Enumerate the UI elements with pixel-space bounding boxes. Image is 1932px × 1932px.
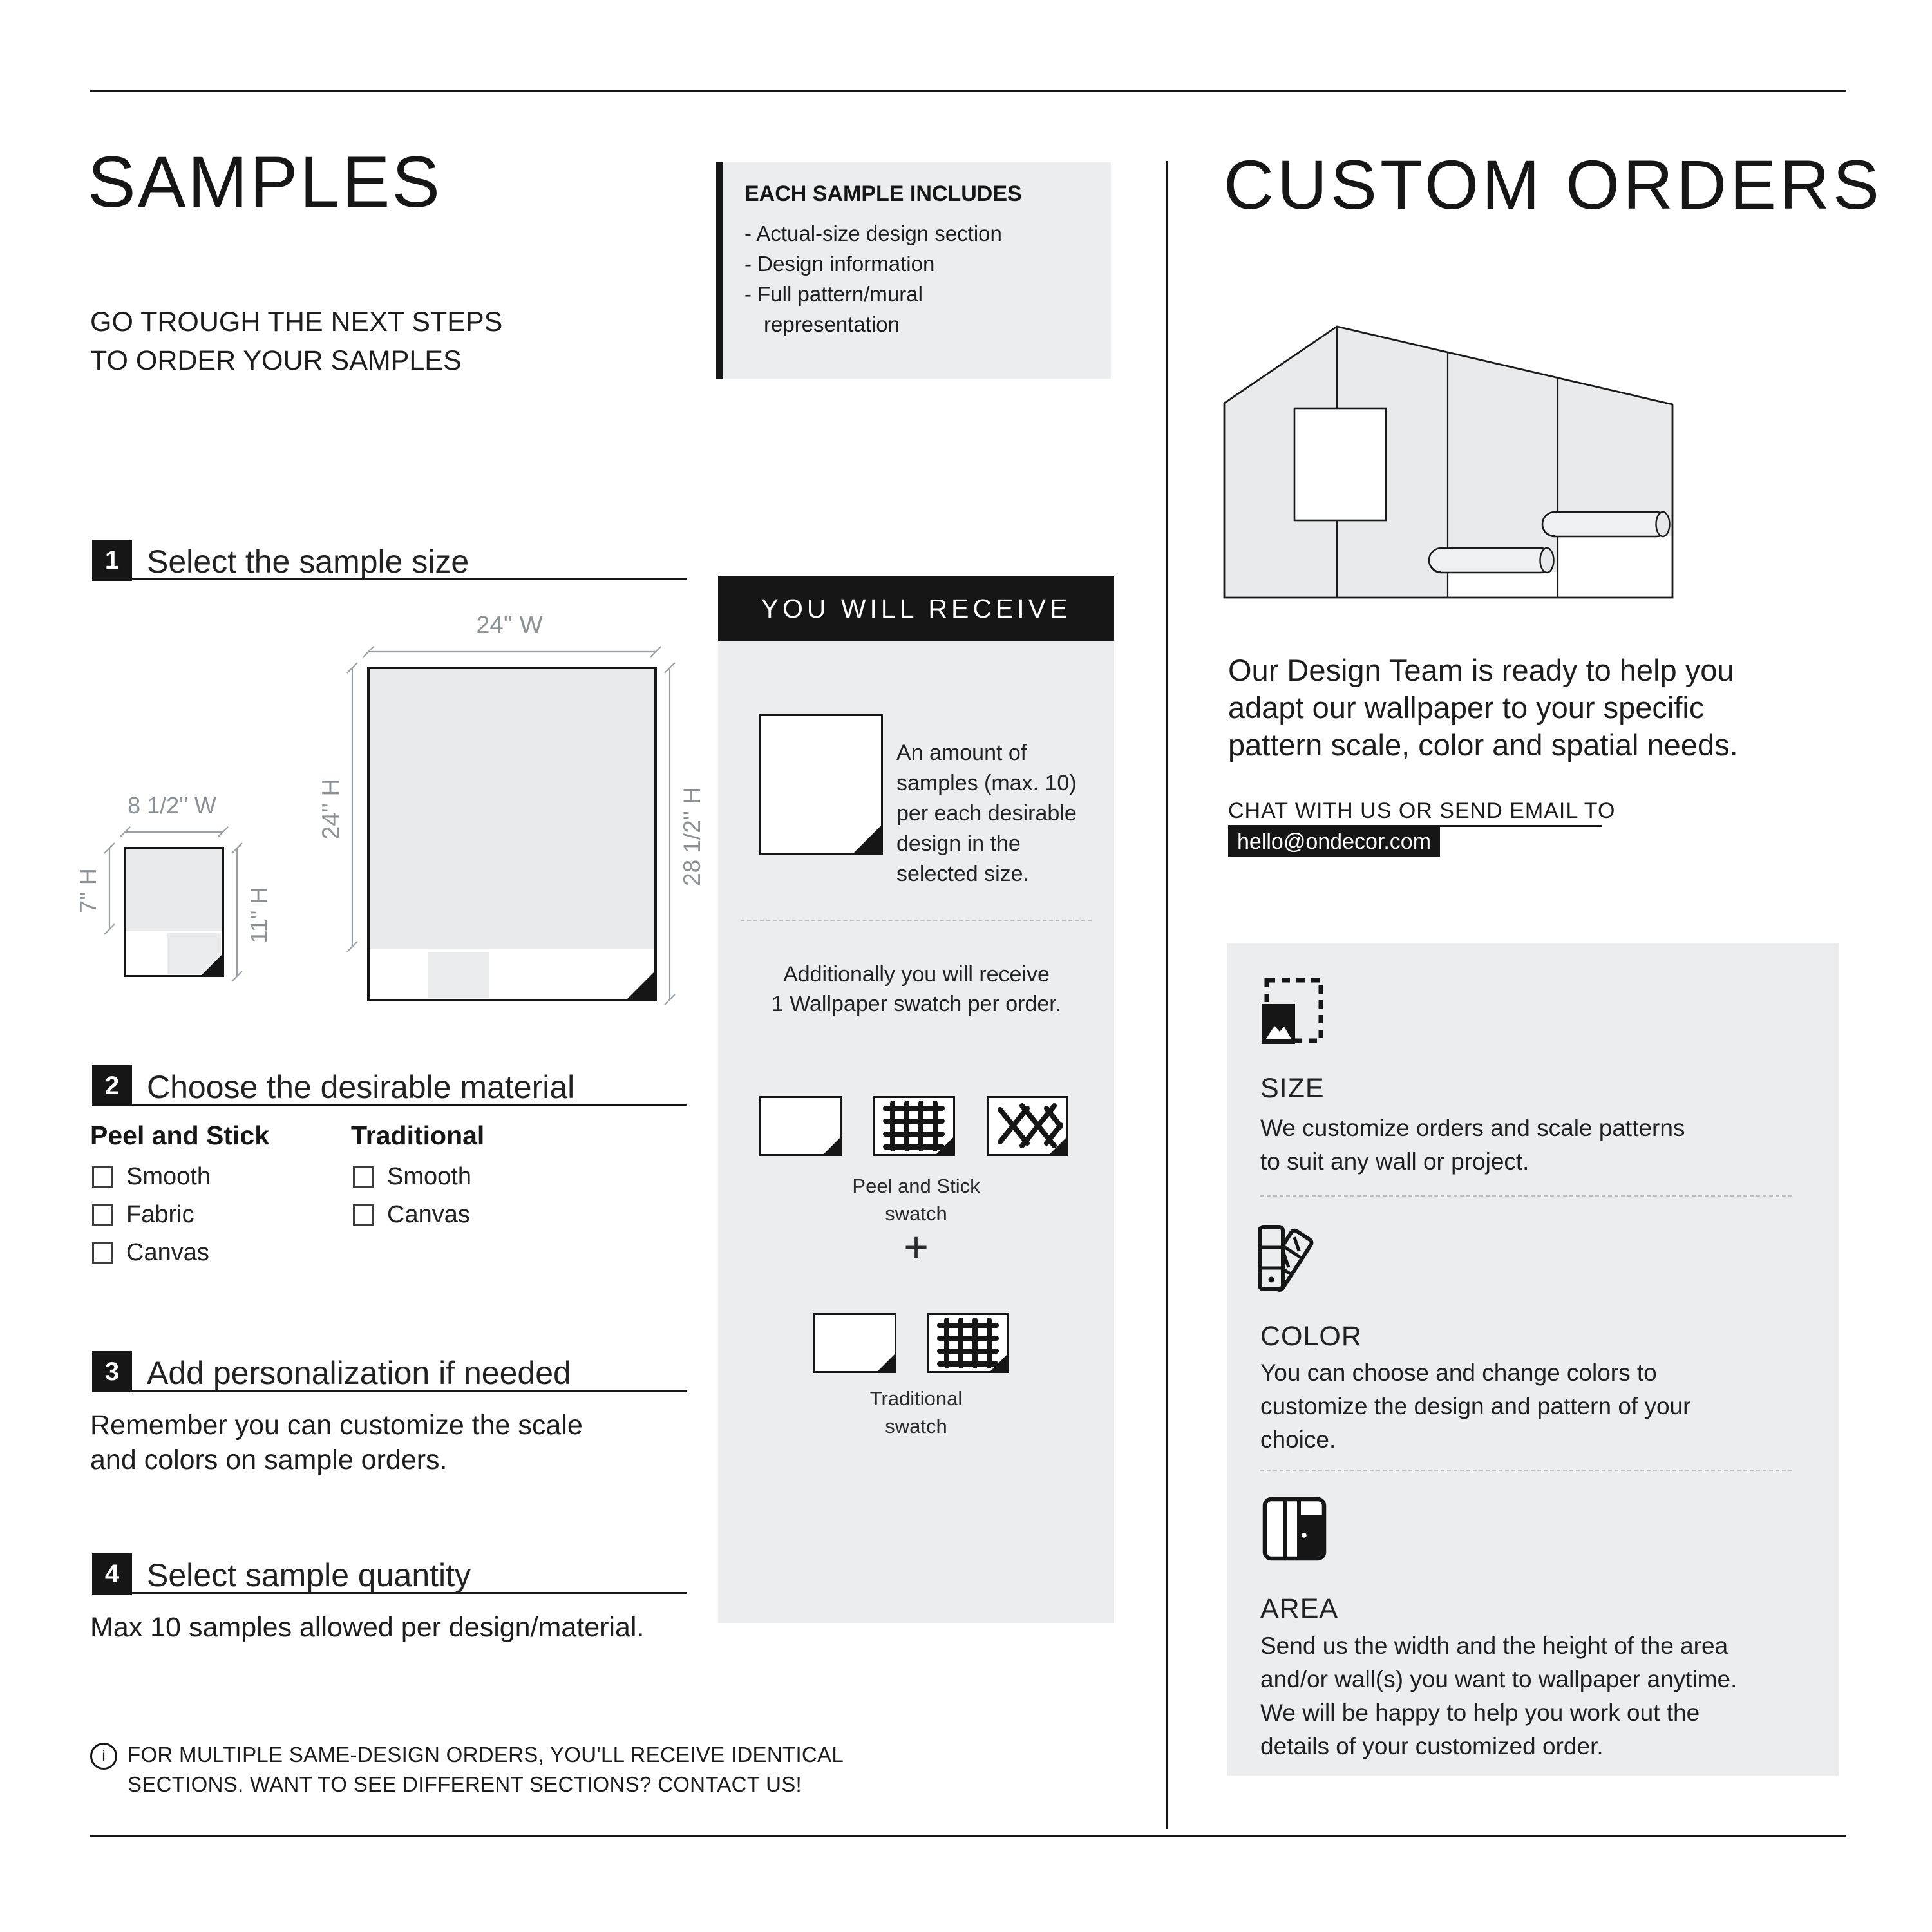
step4-label: Select sample quantity: [147, 1557, 471, 1593]
feature-text-size: [1260, 1112, 1685, 1179]
amount-line: samples (max. 10): [896, 771, 1077, 795]
checkbox[interactable]: [92, 1204, 113, 1226]
amount-line: per each desirable: [896, 801, 1077, 826]
dim-label-small-height-right: 11'' H: [245, 887, 272, 943]
custom-orders-title: CUSTOM ORDERS: [1224, 146, 1883, 223]
material-option-row: [353, 1201, 470, 1229]
note-line: Remember you can customize the scale: [90, 1410, 583, 1441]
material-option-row: [92, 1201, 194, 1229]
dim-label-large-height-left: 24'' H: [317, 779, 345, 840]
feature-line: Send us the width and the height of the area: [1260, 1633, 1728, 1659]
feature-line: and/or wall(s) you want to wallpaper anytime.: [1260, 1666, 1738, 1692]
step1-label: Select the sample size: [147, 544, 469, 580]
note-line: and colors on sample orders.: [90, 1444, 448, 1475]
includes-left-bar: [716, 162, 723, 379]
swatch-label-line: Traditional: [869, 1387, 963, 1410]
samples-title: SAMPLES: [88, 142, 442, 222]
feature-name-area: AREA: [1260, 1593, 1339, 1624]
footnote-line: FOR MULTIPLE SAME-DESIGN ORDERS, YOU'LL RECEIVE IDENTICAL: [128, 1743, 844, 1766]
swatch-label-line: Peel and Stick: [852, 1175, 980, 1197]
grid-swatch-icon: [873, 1096, 955, 1156]
feature-line: to suit any wall or project.: [1260, 1148, 1530, 1175]
includes-box: [723, 162, 1111, 379]
banner-title: YOU WILL RECEIVE: [761, 593, 1072, 623]
amount-line: design in the: [896, 831, 1021, 856]
includes-item: - Design information: [744, 252, 935, 276]
amount-line: An amount of: [896, 741, 1027, 765]
feature-line: customize the design and pattern of your: [1260, 1393, 1691, 1419]
material-option-label: Canvas: [126, 1239, 209, 1266]
material-option-label: Smooth: [387, 1163, 471, 1190]
step4-number-badge: 4: [92, 1553, 132, 1595]
step4-note: Max 10 samples allowed per design/material.: [90, 1612, 645, 1643]
feature-line: We will be happy to help you work out the: [1260, 1700, 1700, 1726]
intro-line: Our Design Team is ready to help you: [1228, 653, 1734, 687]
step3-note: [90, 1408, 583, 1477]
footnote-line: SECTIONS. WANT TO SEE DIFFERENT SECTIONS? CONTACT US!: [128, 1772, 802, 1796]
additional-line: Additionally you will receive: [783, 962, 1050, 987]
email-badge[interactable]: hello@ondecor.com: [1228, 827, 1440, 857]
bottom-rule: [90, 1835, 1846, 1837]
feature-divider: [1260, 1470, 1792, 1471]
includes-item: - Actual-size design section: [744, 222, 1002, 245]
grid-swatch-icon: [927, 1313, 1009, 1373]
checkbox[interactable]: [353, 1166, 374, 1188]
blank-swatch-icon: [759, 1096, 842, 1156]
feature-text-color: [1260, 1356, 1690, 1457]
sample-page-icon: [759, 714, 883, 855]
dim-label-large-width: 24'' W: [476, 612, 543, 639]
traditional-swatch-label: [718, 1385, 1114, 1440]
samples-subtitle: [90, 303, 502, 380]
wall-door-icon: [1262, 1497, 1327, 1561]
feature-name-color: COLOR: [1260, 1321, 1362, 1352]
crosshatch-swatch-icon: [987, 1096, 1068, 1156]
material-option-label: Smooth: [126, 1163, 211, 1190]
checkbox[interactable]: [353, 1204, 374, 1226]
material-option-row: [92, 1239, 209, 1267]
intro-line: adapt our wallpaper to your specific: [1228, 690, 1705, 724]
includes-title: EACH SAMPLE INCLUDES: [744, 182, 1022, 206]
feature-line: You can choose and change colors to: [1260, 1359, 1657, 1386]
custom-intro: [1228, 652, 1738, 764]
step2-label: Choose the desirable material: [147, 1069, 575, 1105]
crop-image-icon: [1260, 977, 1325, 1044]
footnote-text: [128, 1740, 844, 1799]
you-will-receive-banner: [718, 576, 1114, 641]
dim-label-small-height-left: 7'' H: [75, 868, 101, 913]
wallpaper-wall-illustration: [1222, 321, 1680, 604]
intro-line: pattern scale, color and spatial needs.: [1228, 728, 1738, 762]
step2-number-badge: 2: [92, 1065, 132, 1106]
dim-label-large-height-right: 28 1/2'' H: [679, 787, 705, 886]
swatch-label-line: swatch: [885, 1415, 947, 1437]
step1-number-badge: 1: [92, 540, 132, 581]
additional-line: 1 Wallpaper swatch per order.: [771, 992, 1062, 1016]
amount-text: [896, 738, 1077, 889]
feature-line: choice.: [1260, 1426, 1336, 1453]
peel-swatch-label: [718, 1172, 1114, 1227]
includes-item: representation: [764, 312, 900, 336]
additional-text: [726, 960, 1106, 1019]
feature-name-size: SIZE: [1260, 1073, 1325, 1104]
top-rule: [90, 90, 1846, 92]
swatch-label-line: swatch: [885, 1202, 947, 1225]
includes-item: - Full pattern/mural: [744, 282, 923, 306]
amount-line: selected size.: [896, 862, 1029, 886]
color-swatch-fan-icon: [1256, 1224, 1331, 1292]
feature-divider: [1260, 1195, 1792, 1197]
checkbox[interactable]: [92, 1242, 113, 1264]
material-option-label: Fabric: [126, 1201, 194, 1228]
blank-swatch-icon: [813, 1313, 896, 1373]
plus-sign: +: [904, 1223, 929, 1271]
material-option-row: [353, 1163, 471, 1191]
material-option-row: [92, 1163, 211, 1191]
material-group-peel-title: Peel and Stick: [90, 1121, 270, 1150]
receive-dashed-divider: [741, 920, 1092, 921]
info-icon: i: [90, 1743, 117, 1770]
feature-line: details of your customized order.: [1260, 1733, 1604, 1759]
subtitle-line: GO TROUGH THE NEXT STEPS: [90, 307, 503, 337]
step3-number-badge: 3: [92, 1351, 132, 1392]
material-group-traditional-title: Traditional: [351, 1121, 485, 1150]
checkbox[interactable]: [92, 1166, 113, 1188]
feature-line: We customize orders and scale patterns: [1260, 1115, 1685, 1141]
subtitle-line: TO ORDER YOUR SAMPLES: [90, 345, 462, 376]
chat-label: CHAT WITH US OR SEND EMAIL TO: [1228, 799, 1616, 823]
step3-label: Add personalization if needed: [147, 1355, 571, 1391]
dim-label-small-width: 8 1/2'' W: [128, 792, 216, 819]
feature-text-area: [1260, 1629, 1737, 1763]
material-option-label: Canvas: [387, 1201, 470, 1228]
column-divider: [1166, 161, 1168, 1829]
